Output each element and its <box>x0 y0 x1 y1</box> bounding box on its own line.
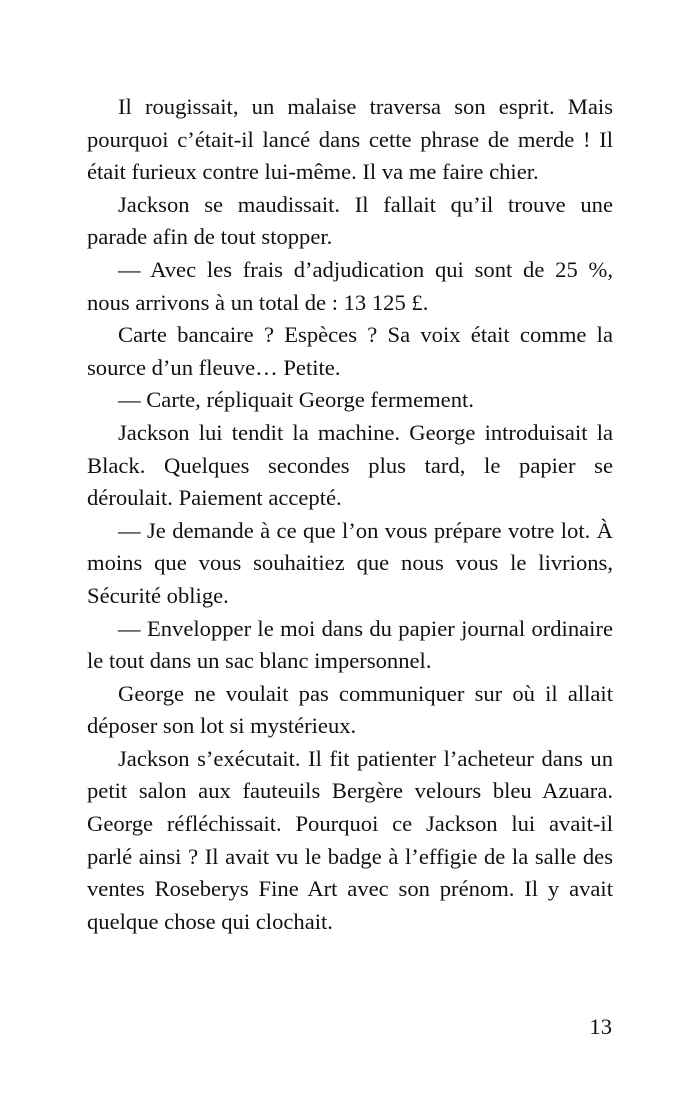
paragraph-5: — Carte, répliquait George fermement. <box>118 387 474 413</box>
page-number: 13 <box>589 1014 612 1039</box>
paragraph-7: — Je demande à ce que l’on vous prépare votre lot. À moins que vous souhaitiez que nous vous le livrions, Sécurité oblige. <box>87 517 613 608</box>
body-text <box>87 91 613 938</box>
paragraph-1: Il rougissait, un malaise traversa son esprit. Mais pourquoi c’était-il lancé dans cette phrase de merde ! Il était furieux contre lui-même. Il va me faire chier. <box>87 94 613 185</box>
paragraph-9: George ne voulait pas communiquer sur où il allait déposer son lot si mystérieux. <box>87 680 613 739</box>
paragraph-3: — Avec les frais d’adjudication qui sont de 25 %, nous arrivons à un total de : 13 125 £. <box>87 256 613 315</box>
paragraph-6: Jackson lui tendit la machine. George introduisait la Black. Quelques secondes plus tard, le papier se déroulait. Paiement accepté. <box>87 419 613 511</box>
paragraph-10: Jackson s’exécutait. Il fit patienter l’acheteur dans un petit salon aux fauteuils Bergère velours bleu Azuara. George réfléchissait. Pourquoi ce Jackson lui avait-il parlé ainsi ? Il avait vu le badge à l’effigie de la salle des ventes Roseberys Fine Art avec son prénom. Il y avait quelque chose qui clochait. <box>87 745 613 934</box>
paragraph-4: Carte bancaire ? Espèces ? Sa voix était comme la source d’un fleuve… Petite. <box>87 322 613 380</box>
paragraph-8: — Envelopper le moi dans du papier journal ordinaire le tout dans un sac blanc impersonnel. <box>87 615 613 674</box>
paragraph-2: Jackson se maudissait. Il fallait qu’il trouve une parade afin de tout stopper. <box>87 191 613 250</box>
